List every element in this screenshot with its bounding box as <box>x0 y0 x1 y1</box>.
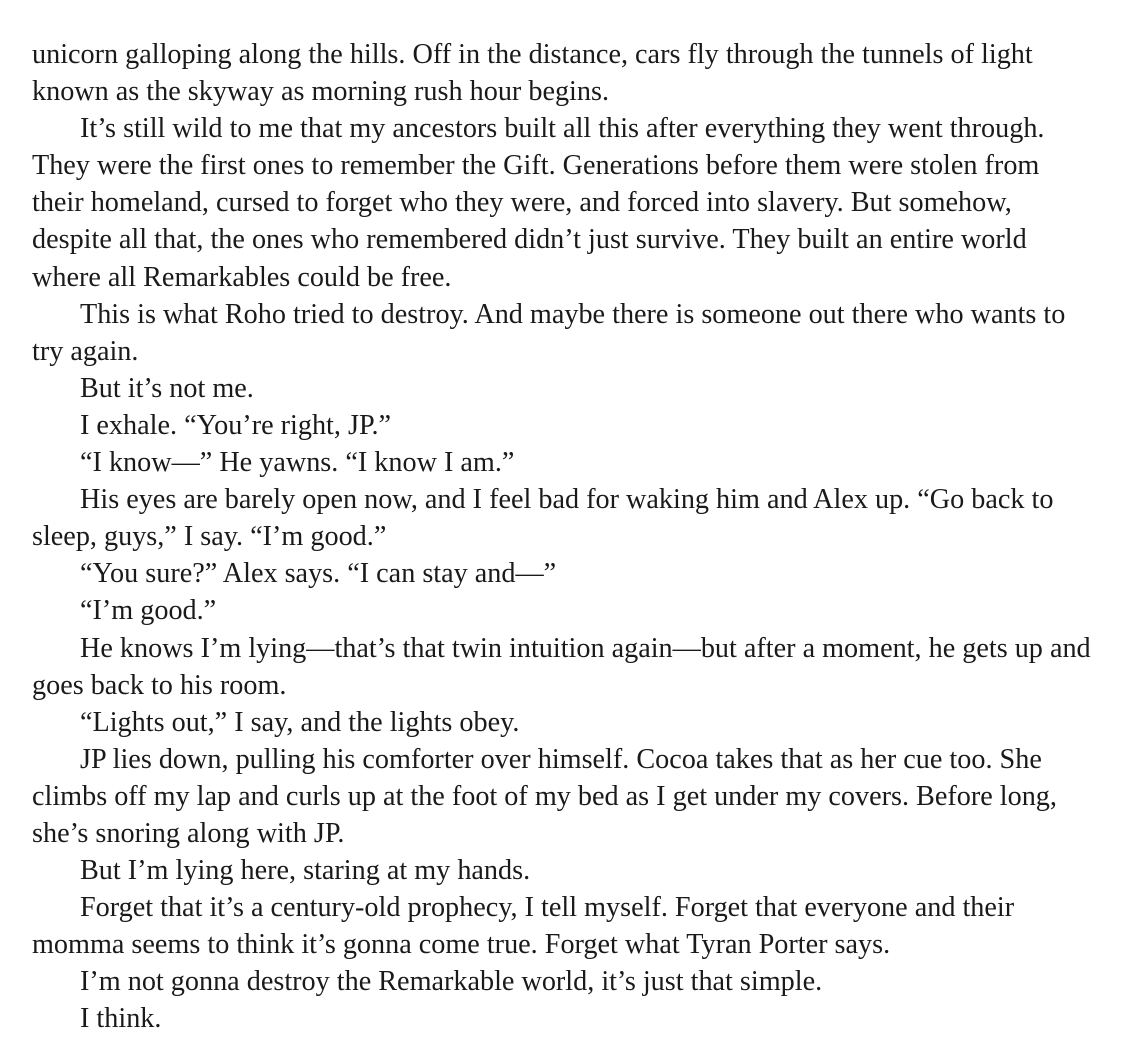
paragraph: I exhale. “You’re right, JP.” <box>80 409 392 441</box>
paragraph-continued: unicorn galloping along the hills. Off in the distance, cars fly through the tunnels of light known as the skyway as morning rush hour begins. <box>32 39 1033 108</box>
paragraph: His eyes are barely open now, and I feel bad for waking him and Alex up. “Go back to sleep, guys,” I say. “I’m good.” <box>32 484 1054 553</box>
paragraph: It’s still wild to me that my ancestors built all this after everything they went through. They were the first ones to remember the Gift. Generations before them were stolen from their homeland, cursed to forget who they were, and forced into slavery. But somehow, despite all that, the ones who remembered didn’t just survive. They built an entire world where all Remarkables could be free. <box>32 113 1045 293</box>
paragraph: I think. <box>80 1003 162 1035</box>
paragraph: But it’s not me. <box>80 372 254 404</box>
paragraph: But I’m lying here, staring at my hands. <box>80 855 531 887</box>
paragraph: “You sure?” Alex says. “I can stay and—” <box>80 558 557 590</box>
paragraph: I’m not gonna destroy the Remarkable world, it’s just that simple. <box>80 966 823 998</box>
paragraph: This is what Roho tried to destroy. And maybe there is someone out there who wants to try again. <box>32 298 1066 367</box>
paragraph: “I’m good.” <box>80 595 217 627</box>
book-page <box>32 36 1098 1038</box>
paragraph: “Lights out,” I say, and the lights obey. <box>80 706 520 738</box>
paragraph: “I know—” He yawns. “I know I am.” <box>80 447 515 479</box>
paragraph: He knows I’m lying—that’s that twin intuition again—but after a moment, he gets up and goes back to his room. <box>32 632 1091 701</box>
paragraph: Forget that it’s a century-old prophecy, I tell myself. Forget that everyone and their momma seems to think it’s gonna come true. Forget what Tyran Porter says. <box>32 892 1015 961</box>
paragraph: JP lies down, pulling his comforter over himself. Cocoa takes that as her cue too. She climbs off my lap and curls up at the foot of my bed as I get under my covers. Before long, she’s snoring along with JP. <box>32 743 1057 849</box>
